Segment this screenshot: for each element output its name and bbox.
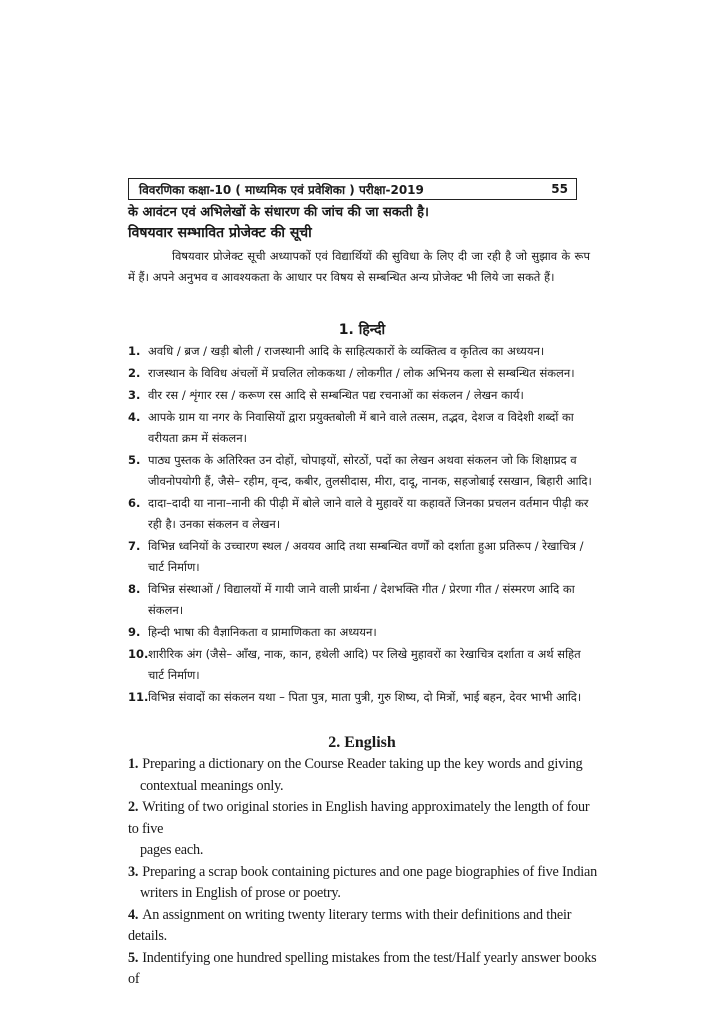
list-item-number: 1. — [128, 756, 139, 772]
hindi-list-item — [128, 579, 598, 621]
list-item-continuation: writers in English of prose or poetry. — [140, 885, 341, 901]
list-item-number: 3. — [128, 388, 141, 402]
list-item-text: An assignment on writing twenty literary terms with their definitions and their details. — [128, 906, 572, 944]
list-item-text: आपके ग्राम या नगर के निवासियों द्वारा प्रयुक्तबोली में बाने वाले तत्सम, तद्भव, देशज व विदेशी शब्दों का वरीयता क्रम में संकलन। — [148, 410, 574, 445]
hindi-section-title: 1. हिन्दी — [338, 322, 386, 338]
list-item-number: 9. — [128, 625, 141, 639]
english-section-title: 2. English — [328, 734, 396, 751]
list-item-number: 10. — [128, 647, 149, 661]
intro-paragraph — [128, 246, 590, 288]
hindi-list-item — [128, 450, 598, 492]
list-item-continuation: contextual meanings only. — [140, 777, 284, 794]
list-item-text: Preparing a dictionary on the Course Reader taking up the key words and giving — [142, 756, 583, 772]
hindi-list-item — [128, 341, 598, 362]
hindi-project-list — [128, 341, 598, 709]
hindi-list-item — [128, 363, 598, 384]
intro-paragraph-text: विषयवार प्रोजेक्ट सूची अध्यापकों एवं विद्यार्थियों की सुविधा के लिए दी जा रही है जो सुझाव के रूप में हैं। अपने अनुभव व आवश्यकता के आधार पर विषय से सम्बन्धित अन्य प्रोजेक्ट भी लिये जा सकते हैं। — [128, 249, 590, 284]
hindi-list-item — [128, 385, 598, 406]
list-item-text: वीर रस / शृंगार रस / करूण रस आदि से सम्बन्धित पद्य रचनाओं का संकलन / लेखन कार्य। — [148, 388, 524, 402]
intro-continuation-line: के आवंटन एवं अभिलेखों के संधारण की जांच की जा सकती है। — [128, 205, 429, 220]
list-item-text: विभिन्न ध्वनियों के उच्चारण स्थल / अवयव आदि तथा सम्बन्धित वर्णों को दर्शाता हुआ प्रतिरूप / रेखाचित्र / चार्ट निर्माण। — [148, 539, 584, 574]
hindi-list-item — [128, 536, 598, 578]
list-item-number: 5. — [128, 453, 141, 467]
english-list-item — [128, 754, 598, 797]
list-item-text: राजस्थान के विविध अंचलों में प्रचलित लोककथा / लोकगीत / लोक अभिनय कला से सम्बन्धित संकलन। — [148, 366, 575, 380]
list-item-text: विभिन्न संवादों का संकलन यथा – पिता पुत्र, माता पुत्री, गुरु शिष्य, दो मित्रों, भाई बहन, देवर भाभी आदि। — [148, 690, 582, 704]
hindi-list-item — [128, 493, 598, 535]
list-item-number: 2. — [128, 366, 141, 380]
list-item-number: 5. — [128, 949, 139, 966]
english-list-item — [128, 905, 598, 948]
list-item-number: 7. — [128, 539, 141, 553]
english-list-item — [128, 862, 598, 905]
list-item-continuation: pages each. — [140, 842, 204, 858]
list-item-number: 4. — [128, 410, 141, 424]
page-number: 55 — [551, 182, 568, 196]
header-title: विवरणिका कक्षा-10 ( माध्यमिक एवं प्रवेशिका ) परीक्षा-2019 — [139, 182, 424, 197]
english-project-list — [128, 754, 598, 991]
list-item-number: 1. — [128, 344, 141, 358]
list-item-number: 8. — [128, 582, 141, 596]
hindi-list-item — [128, 622, 598, 643]
list-item-number: 6. — [128, 496, 141, 510]
hindi-list-item — [128, 644, 598, 686]
hindi-list-item — [128, 407, 598, 449]
list-item-number: 2. — [128, 799, 139, 815]
list-item-number: 4. — [128, 906, 139, 923]
english-list-item — [128, 797, 598, 862]
hindi-list-item — [128, 687, 598, 708]
list-item-text: Preparing a scrap book containing pictures and one page biographies of five Indian — [142, 863, 598, 880]
list-item-text: पाठ्य पुस्तक के अतिरिक्त उन दोहों, चोपाइयों, सोरठों, पदों का लेखन अथवा संकलन जो कि शिक्षाप्रद व जीवनोपयोगी हैं, जैसे– रहीम, वृन्द, कबीर, तुलसीदास, मीरा, दादू, नानक, सहजोबाई रसखान, बिहारी आदि। — [148, 453, 592, 488]
intro-heading: विषयवार सम्भावित प्रोजेक्ट की सूची — [128, 225, 312, 241]
list-item-text: Indentifying one hundred spelling mistakes from the test/Half yearly answer books of — [128, 949, 597, 987]
list-item-text: अवधि / ब्रज / खड़ी बोली / राजस्थानी आदि के साहित्यकारों के व्यक्तित्व व कृतित्व का अध्ययन। — [148, 344, 545, 358]
list-item-text: शारीरिक अंग (जैसे– आँख, नाक, कान, हथेली आदि) पर लिखे मुहावरों का रेखाचित्र दर्शाता व अर्थ सहित चार्ट निर्माण। — [148, 647, 581, 682]
english-list-item — [128, 948, 598, 991]
running-header — [128, 178, 577, 200]
list-item-text: Writing of two original stories in English having approximately the length of four to five — [128, 799, 590, 837]
list-item-text: हिन्दी भाषा की वैज्ञानिकता व प्रामाणिकता का अध्ययन। — [148, 625, 377, 639]
list-item-number: 11. — [128, 690, 149, 704]
list-item-text: विभिन्न संस्थाओं / विद्यालयों में गायी जाने वाली प्रार्थना / देशभक्ति गीत / प्रेरणा गीत / संस्मरण आदि का संकलन। — [148, 582, 575, 617]
list-item-text: दादा–दादी या नाना–नानी की पीढ़ी में बोले जाने वाले वे मुहावरें या कहावतें जिनका प्रचलन वर्तमान पीढ़ी कर रही है। उनका संकलन व लेखन। — [148, 496, 589, 531]
list-item-number: 3. — [128, 863, 139, 880]
